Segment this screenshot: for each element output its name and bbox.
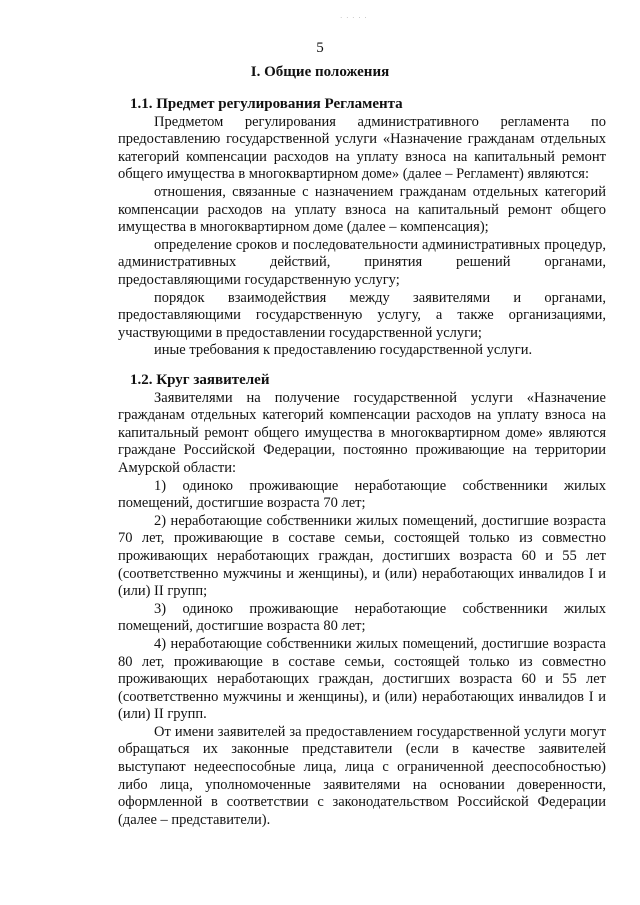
- subject-intro: Предметом регулирования административного регламента по предоставлению государственной услуги «Назначение гражданам отдельных категорий компенсации расходов на уплату взноса на капитальный ремонт общего имущества в многоквартирном доме» (далее – Регламент) являются:: [118, 113, 606, 183]
- subject-title: 1.1. Предмет регулирования Регламента: [130, 96, 403, 112]
- applicants-section: [118, 372, 606, 829]
- representatives-paragraph: От имени заявителей за предоставлением государственной услуги могут обращаться их законные представители (если в качестве заявителей выступают недееспособные лица, лица с ограниченной дееспособностью) либо лица, уполномоченные заявителями на основании доверенности, оформленной в соответствии с законодательством Российской Федерации (далее – представители).: [118, 723, 606, 828]
- subject-section: [118, 96, 606, 360]
- applicant-category: 4) неработающие собственники жилых помещений, достигшие возраста 80 лет, проживающие в составе семьи, состоящей только из совместно проживающих неработающих граждан, достигших возраста 60 и 55 лет (соответственно мужчины и женщины), и (или) неработающих инвалидов I и (или) II групп.: [118, 635, 606, 723]
- subject-item: иные требования к предоставлению государственной услуги.: [154, 342, 533, 359]
- applicants-intro: Заявителями на получение государственной услуги «Назначение гражданам отдельных категорий компенсации расходов на уплату взноса на капитальный ремонт общего имущества в многоквартирном доме» являются граждане Российской Федерации, постоянно проживающие на территории Амурской области:: [118, 389, 606, 476]
- subject-item: порядок взаимодействия между заявителями и органами, предоставляющими государственную услугу, а также организациями, участвующими в предоставлении государственной услуги;: [118, 289, 606, 341]
- subject-item: определение сроков и последовательности административных процедур, административных действий, принятия решений органами, предоставляющими государственную услугу;: [118, 236, 606, 288]
- applicant-category: 3) одиноко проживающие неработающие собственники жилых помещений, достигшие возраста 80 лет;: [118, 600, 606, 635]
- applicant-category: 1) одиноко проживающие неработающие собственники жилых помещений, достигшие возраста 70 лет;: [118, 477, 606, 512]
- page-number: 5: [316, 40, 324, 56]
- section-title: I. Общие положения: [250, 64, 390, 80]
- subject-item: отношения, связанные с назначением гражданам отдельных категорий компенсации расходов на уплату взноса на капитальный ремонт общего имущества в многоквартирном доме (далее – компенсация);: [118, 183, 606, 236]
- applicant-category: 2) неработающие собственники жилых помещений, достигшие возраста 70 лет, проживающие в составе семьи, состоящей только из совместно проживающих неработающих граждан, достигших возраста 60 и 55 лет (соответственно мужчины и женщины), и (или) неработающих инвалидов I и (или) II групп;: [118, 512, 606, 600]
- scan-mark: · · · · ·: [340, 14, 368, 22]
- applicants-title: 1.2. Круг заявителей: [130, 372, 270, 388]
